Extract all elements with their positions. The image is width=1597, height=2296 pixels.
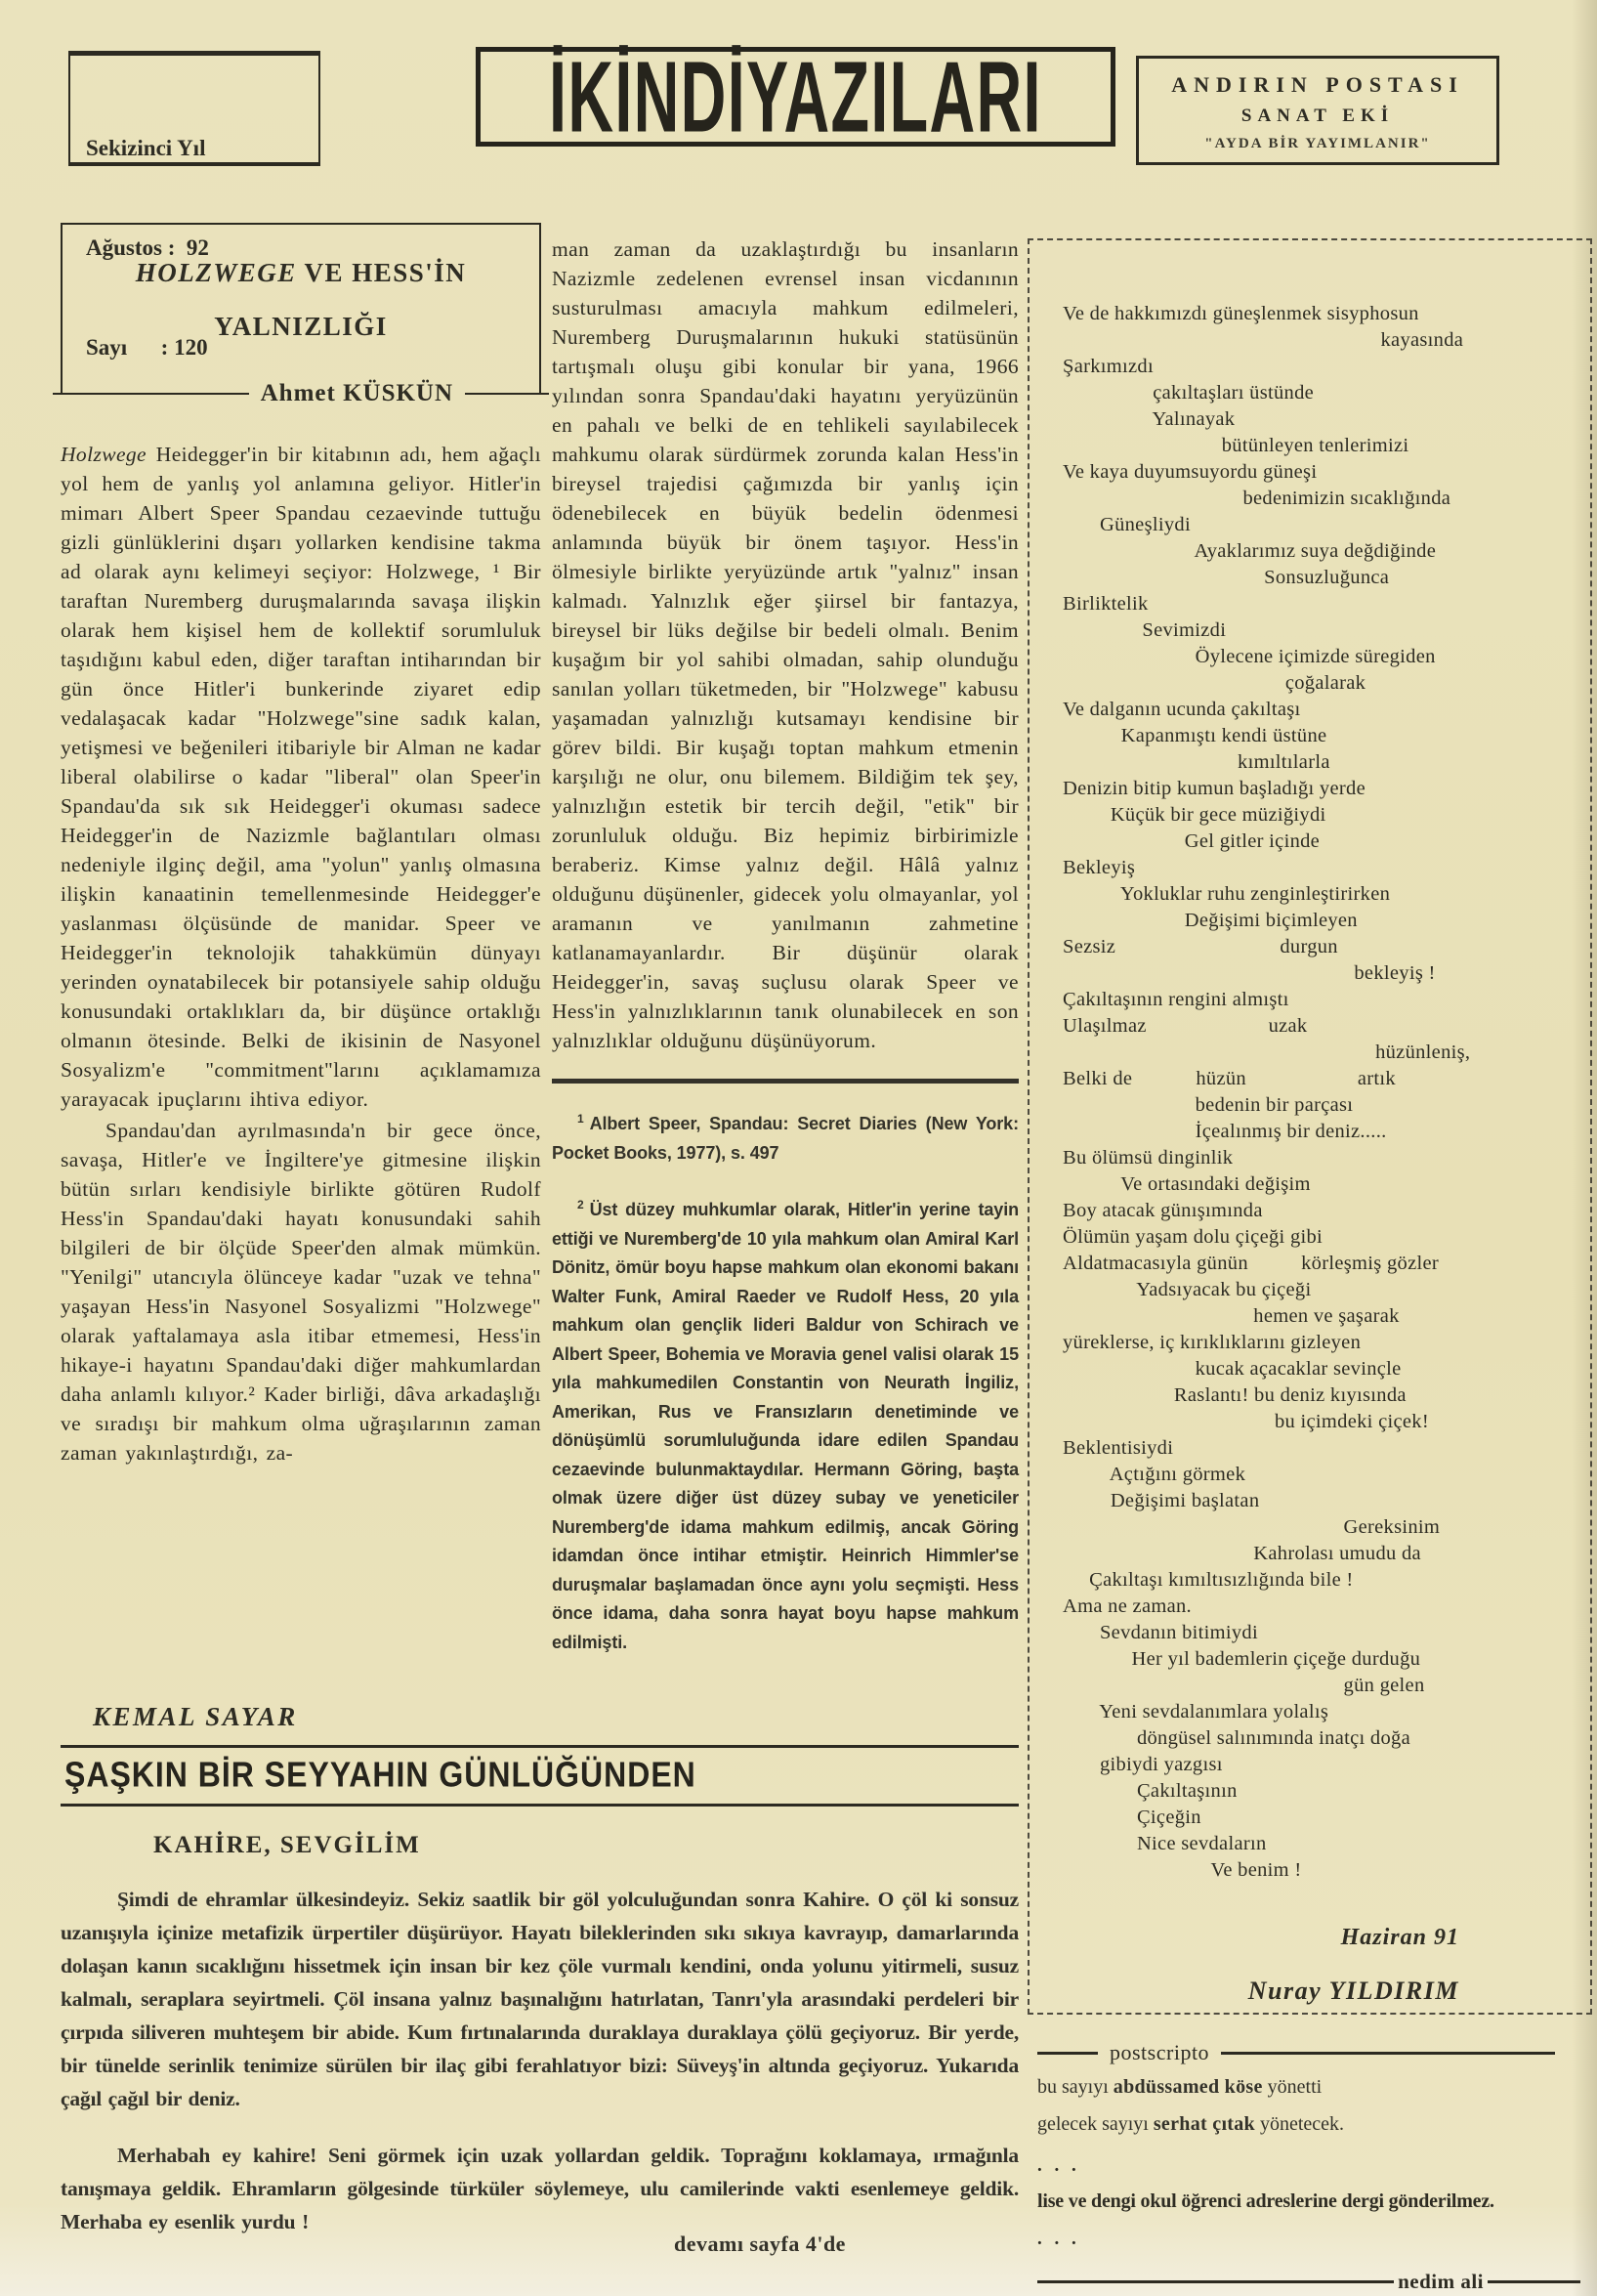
article2-heading: ŞAŞKIN BİR SEYYAHIN GÜNLÜĞÜNDEN xyxy=(64,1754,696,1795)
article1-title-line2: YALNIZLIĞI xyxy=(214,312,388,341)
postscript-signature-row xyxy=(1037,2270,1592,2294)
poem-line: kayasında xyxy=(1063,329,1464,351)
poem-line: Küçük bir gece müziğiydi xyxy=(1063,804,1326,826)
continued-on-page-note: devamı sayfa 4'de xyxy=(674,2232,846,2256)
article1-paragraph-2: Spandau'dan ayrılmasında'n bir gece önce, savaşa, Hitler'e ve İngiltere'ye gitmesine ilişkin bütün sırları kendisiyle birlikte götüren Rudolf Hess'in Spandau'daki hayatı konusundaki sahih bilgileri de bir ölçüde Speer'den almak mümkün. "Yenilgi" utancıyla ölünceye kadar "uzak ve tehna" yaşayan Hess'in Nasyonel Sosyalizmi "Holzwege" olarak yaftalamaya asla itibar etmemesi, Hess'in hikaye-i hayatını Spandau'daki diğer mahkumlardan daha anlamlı kılıyor.² Kader birliği, dâva arkadaşlığı ve sıradışı bir mahkum olma uğraşılarının zaman zaman yakınlaştırdığı, za- xyxy=(61,1119,541,1465)
ps-line1-editor: abdüssamed köse xyxy=(1113,2076,1263,2098)
article1-title-box xyxy=(61,223,541,406)
poem-line: hüzünleniş, xyxy=(1063,1042,1471,1063)
footnote-1 xyxy=(552,1105,1019,1168)
bottom-article xyxy=(61,1745,1019,2238)
masthead-box xyxy=(476,39,1115,153)
article2-paragraph-2: Merhabah ey kahire! Seni görmek için uzak yollardan geldik. Toprağını koklamaya, ırmağınla tanışmaya geldik. Ehramların gölgesinde türküler söylemeye, ulu camilerinde vakti esenlemeye geldik. Merhaba ey esenlik yurdu ! xyxy=(61,2144,1019,2233)
article2-heading-band xyxy=(61,1745,1019,1807)
poem-line: Çakıltaşının xyxy=(1063,1780,1238,1802)
article1-para1-leadword: Holzwege xyxy=(61,443,147,466)
poem-line: kucak açacaklar sevinçle xyxy=(1063,1358,1402,1380)
poem-line: Raslantı! bu deniz kıyısında xyxy=(1063,1384,1407,1406)
footnote2-text: Üst düzey muhkumlar olarak, Hitler'in yerine tayin ettiği ve Nuremberg'de 10 yıla mahkum olan Amiral Karl Dönitz, ömür boyu hapse mahkum olan ekonomi bakanı Walter Funk, Amiral Raeder ve Rudolf Hess, 20 yıla mahkum olan gençlik lideri Baldur von Schirach ve Albert Speer, Bohemia ve Moravia genel valisi olarak 15 yıla mahkumedilen Constantin von Neurath İngiliz, Amerikan, Rus ve Fransızların denetiminde ve dönüşümlü sorumluluğunda idare edilen Spandau cezaevinde bulunmaktaydılar. Hermann Göring, başta olmak üzere diğer üst düzey subay ve yeneticiler Nuremberg'de idama mahkum edilmiş, ancak Göring idamdan önce intihar etmiştir. Heinrich Himmler'se duruşmalar başlamadan önce aynı yolu seçmişti. Hess önce idama, daha sonra hayat boyu hapse mahkum edilmişti. xyxy=(552,1200,1019,1652)
poem-line: Bekleyiş xyxy=(1063,857,1136,878)
poem-line: Nice sevdaların xyxy=(1063,1833,1267,1854)
poem-line: Beklentisiydi xyxy=(1063,1437,1174,1459)
footnote2-marker: 2 xyxy=(577,1198,584,1212)
poem-line: Sevimizdi xyxy=(1063,619,1227,641)
poem-line: Aldatmacasıyla günün körleşmiş gözler xyxy=(1063,1253,1439,1274)
poem-line: Ama ne zaman. xyxy=(1063,1595,1192,1617)
poem-line: Sonsuzluğunca xyxy=(1063,567,1390,588)
postscript-rule-left xyxy=(1037,2052,1098,2055)
ps-line1-post: yönetti xyxy=(1262,2076,1323,2098)
poem-signature xyxy=(1063,1925,1576,2006)
poem-line: Ve ortasındaki değişim xyxy=(1063,1173,1311,1195)
article1-byline-row xyxy=(53,380,549,407)
postscript-line-2 xyxy=(1037,2108,1592,2140)
poem-line: İçealınmış bir deniz..... xyxy=(1063,1121,1387,1142)
postscript-dots-1: . . . xyxy=(1037,2155,1080,2176)
poem-line: Ayaklarımız suya değdiğinde xyxy=(1063,540,1437,562)
article1-author: Ahmet KÜSKÜN xyxy=(249,380,465,407)
article1-title-line1 xyxy=(72,258,529,288)
poem-line: Açtığını görmek xyxy=(1063,1464,1246,1485)
postscript-section xyxy=(1037,2040,1592,2294)
poem-line: çakıltaşları üstünde xyxy=(1063,382,1315,404)
signature-rule-right xyxy=(1488,2280,1580,2283)
poem-line: Güneşliydi xyxy=(1063,514,1191,535)
postscript-heading-row xyxy=(1037,2040,1592,2065)
footnote-divider xyxy=(552,1079,1019,1084)
issue-number: Sayı : 120 xyxy=(86,335,208,360)
poem-author: Nuray YILDIRIM xyxy=(1247,1977,1459,2005)
poem-line: Ve benim ! xyxy=(1063,1859,1302,1881)
ps-line2-pre: gelecek sayıyı xyxy=(1037,2113,1154,2135)
publication-frequency: "AYDA BİR YAYIMLANIR" xyxy=(1204,136,1431,151)
poem-line: Yalınayak xyxy=(1063,408,1236,430)
poem-line: Sezsiz durgun xyxy=(1063,936,1338,957)
poem-line: Yeni sevdalanımlara yolalış xyxy=(1063,1701,1329,1722)
poem-line: Gel gitler içinde xyxy=(1063,830,1321,852)
footnote1-text: Albert Speer, Spandau: Secret Diaries (New York: Pocket Books, 1977), s. 497 xyxy=(552,1114,1019,1163)
signature-rule-left xyxy=(1037,2280,1394,2283)
poem-line: döngüsel salınımında inatçı doğa xyxy=(1063,1727,1410,1749)
poem-line: yüreklerse, iç kırıklıklarını gizleyen xyxy=(1063,1332,1362,1353)
poem-line: Değişimi biçimleyen xyxy=(1063,910,1358,931)
footnote-2 xyxy=(552,1191,1019,1657)
ps-line2-post: yönetecek. xyxy=(1254,2113,1345,2135)
poem-line: Şarkımızdı xyxy=(1063,356,1154,377)
postscript-note: lise ve dengi okul öğrenci adreslerine dergi gönderilmez. xyxy=(1037,2190,1494,2212)
poem-line: Yadsıyacak bu çiçeği xyxy=(1063,1279,1312,1300)
masthead-title: İKİNDİYAZILARI xyxy=(549,39,1042,153)
middle-column xyxy=(552,234,1019,1680)
poem-line: bu içimdeki çiçek! xyxy=(1063,1411,1429,1432)
poem-line: gibiydi yazgısı xyxy=(1063,1754,1223,1775)
poem-line: Ve dalganın ucunda çakıltaşı xyxy=(1063,699,1301,720)
postscript-signature: nedim ali xyxy=(1398,2270,1484,2293)
ps-line1-pre: bu sayıyı xyxy=(1037,2076,1114,2098)
ps-line2-editor: serhat çıtak xyxy=(1153,2113,1255,2135)
publication-subtitle: SANAT EKİ xyxy=(1240,106,1395,126)
poem-line: Belki de hüzün artık xyxy=(1063,1068,1396,1089)
byline-rule-left xyxy=(53,393,249,395)
byline-rule-right xyxy=(465,393,549,395)
poem-line: kımıltılarla xyxy=(1063,751,1330,773)
publication-info-box xyxy=(1136,56,1499,165)
postscript-heading: postscripto xyxy=(1110,2040,1210,2064)
poem-line: Gereksinim xyxy=(1063,1516,1441,1538)
publication-name: ANDIRIN POSTASI xyxy=(1171,72,1464,97)
poem-line: Çakıltaşı kımıltısızlığında bile ! xyxy=(1063,1569,1354,1591)
poem-line: bedenimizin sıcaklığında xyxy=(1063,488,1451,509)
poem-line: Çakıltaşının rengini almıştı xyxy=(1063,989,1289,1010)
poem-line: Ve kaya duyumsuyordu güneşi xyxy=(1063,461,1318,483)
postscript-rule-right xyxy=(1221,2052,1555,2055)
poem-line: Denizin bitip kumun başladığı yerde xyxy=(1063,778,1366,799)
poem-line: hemen ve şaşarak xyxy=(1063,1305,1400,1327)
poem-line: gün gelen xyxy=(1063,1675,1425,1696)
article1-continuation: man zaman da uzaklaştırdığı bu insanların Nazizmle zedelenen evrensel insan vicdanının susturulması amacıyla mahkum edilmeleri, Nuremberg Duruşmalarının hukuki statüsünün tartışmalı oluşu gibi konular bir yana, 1966 yılından sonra Spandau'daki hayatını yeryüzünün en pahalı ve belki de en tehlikeli sayılabilecek mahkumu olarak sürdürmek zorunda kalan Hess'in bireysel trajedisi çağımızda bir yanlış için ödenebilecek en büyük bedelin ödenmesi anlamında büyük bir önem taşıyor. Hess'in ölmesiyle birlikte yeryüzünde artık "yalnız" insan kalmadı. Yalnızlık eğer şiirsel bir fantazya, bireysel bir lüks değilse bir bedeli olmalı. Benim kuşağım bir yol sahibi olmadan, sahip olunduğu sanılan yolları tüketmeden, bir "Holzwege" kabusu yaşamadan yalnızlığı kutsamayı kendisine bir görev bildi. Bir kuşağı toptan mahkum etmenin karşılığı ne olur, onu bilemem. Bildiğim tek şey, yalnızlığın estetik bir tercih değil, "etik" bir zorunluluk olduğu. Biz hepimiz birbirimizle beraberiz. Kimse yalnız değil. Hâlâ yalnız olduğunu düşünenler, gidecek yolu olmayanlar, yol aramanın ve yanılmanın zahmetine katlanamayanlardır. Bir düşünür olarak Heidegger'in, savaş suçlusu olarak Speer ve Hess'in yalnızlıklarının tanık olunabilecek en son yalnızlıklar olduğunu düşünüyorum. xyxy=(552,237,1019,1052)
article1-title-rest: VE HESS'İN xyxy=(296,258,467,287)
poem-line: bekleyiş ! xyxy=(1063,962,1436,984)
poem-line: Kapanmıştı kendi üstüne xyxy=(1063,725,1327,746)
article1-para1-text: Heidegger'in bir kitabının adı, hem ağaçlı yol hem de yanlış yol anlamına geliyor. Hitler'in mimarı Albert Speer Spandau cezaevinde tuttuğu gizli günlüklerini dışarı yollarken kendisine takma ad olarak aynı kelimeyi seçiyor: Holzwege, ¹ Bir taraftan Nuremberg duruşmalarında savaşa ilişkin olarak hem kişisel hem de kollektif sorumluluk taşıdığını kabul eden, diğer taraftan intiharından bir gün önce Hitler'i bunkerinde ziyaret edip vedalaşacak kadar "Holzwege"sine sadık kalan, yetişmesi ve beğenileri itibariyle bir Alman ne kadar liberal olabilirse o kadar "liberal" olan Speer'in Spandau'da sık sık Heidegger'i okuması sadece Heidegger'in de Nazizmle bağlantıları olması nedeniyle ilginç değil, ama "yolun" yanlış olmasına ilişkin kanaatinin temellenmesinde Heidegger'e yaslanması ölçüsünde de manidar. Speer ve Heidegger'in teknolojik tahakkümün dünyayı yerinden oynatabilecek bir potansiyele sahip olduğu konusundaki ortaklıkları da, bir düşünce ortaklığı olmanın ötesinde. Belki de ikisinin de Nasyonel Sosyalizm'e "commitment"larını açıklamamıza yarayacak ipuçlarını ihtiva ediyor. xyxy=(61,443,541,1111)
poem-line: çoğalarak xyxy=(1063,672,1366,694)
poem-line: Çiçeğin xyxy=(1063,1807,1201,1828)
poem-line: Her yıl bademlerin çiçeğe durduğu xyxy=(1063,1648,1421,1670)
issue-year: Sekizinci Yıl xyxy=(86,136,206,160)
poem-line: bütünleyen tenlerimizi xyxy=(1063,435,1409,456)
poem-line: Değişimi başlatan xyxy=(1063,1490,1260,1511)
poem-line: Bu ölümsü dinginlik xyxy=(1063,1147,1234,1169)
poem-line: Sevdanın bitimiydi xyxy=(1063,1622,1258,1643)
poem-line: Öylecene içimizde süregiden xyxy=(1063,646,1436,667)
poem-line: Boy atacak günışımında xyxy=(1063,1200,1263,1221)
issue-month: Ağustos : 92 xyxy=(86,235,209,260)
article1-title-italic: HOLZWEGE xyxy=(135,258,297,287)
footnote1-marker: 1 xyxy=(577,1112,584,1126)
poem-lines xyxy=(1063,301,1576,1884)
left-column xyxy=(61,223,541,1467)
postscript-dots-2: . . . xyxy=(1037,2229,1080,2249)
poem-line: Ulaşılmaz uzak xyxy=(1063,1015,1308,1037)
poem-date: Haziran 91 xyxy=(1340,1925,1459,1950)
article2-paragraph-1: Şimdi de ehramlar ülkesindeyiz. Sekiz saatlik bir göl yolculuğundan sonra Kahire. O çöl ki sonsuz uzanışıyla içinize metafizik ürpertiler düşürüyor. Hayatı bileklerinden sıkı sıkıya kavrayıp, damarlarında dolaşan kanın sıcaklığını hissetmek için insan bir kez çöle vurmalı kendini, onda yolunu yitirmeli, susuz kalmalı, seraplara seyirtmeli. Çöl insana yalnız başınalığını hatırlatan, Tanrı'yla arasındaki perdeleri bir çırpıda siliveren muhteşem bir abide. Kum fırtınalarında duraklaya duraklaya çölü geçiyoruz. Bir yerde, bir tünelde serinlik tenimize sürülen bir ilaç gibi ferahlatıyor bizi: Süveyş'in altında geçiyoruz. Yukarıda çağıl çağıl bir deniz. xyxy=(61,1888,1019,2110)
poem-line: Kahrolası umudu da xyxy=(1063,1543,1421,1564)
poem-line: Birliktelik xyxy=(1063,593,1149,615)
poem-line: Ve de hakkımızdı güneşlenmek sisyphosun xyxy=(1063,303,1419,324)
article1-paragraph-1 xyxy=(61,440,541,1114)
article2-author: KEMAL SAYAR xyxy=(93,1702,298,1731)
poem-line: bedenin bir parçası xyxy=(1063,1094,1354,1116)
article2-subheading: KAHİRE, SEVGİLİM xyxy=(153,1832,421,1858)
poem-box xyxy=(1028,238,1592,2015)
postscript-line-1 xyxy=(1037,2071,1592,2103)
poem-line: Ölümün yaşam dolu çiçeği gibi xyxy=(1063,1226,1324,1248)
poem-line: Yokluklar ruhu zenginleştirirken xyxy=(1063,883,1391,905)
